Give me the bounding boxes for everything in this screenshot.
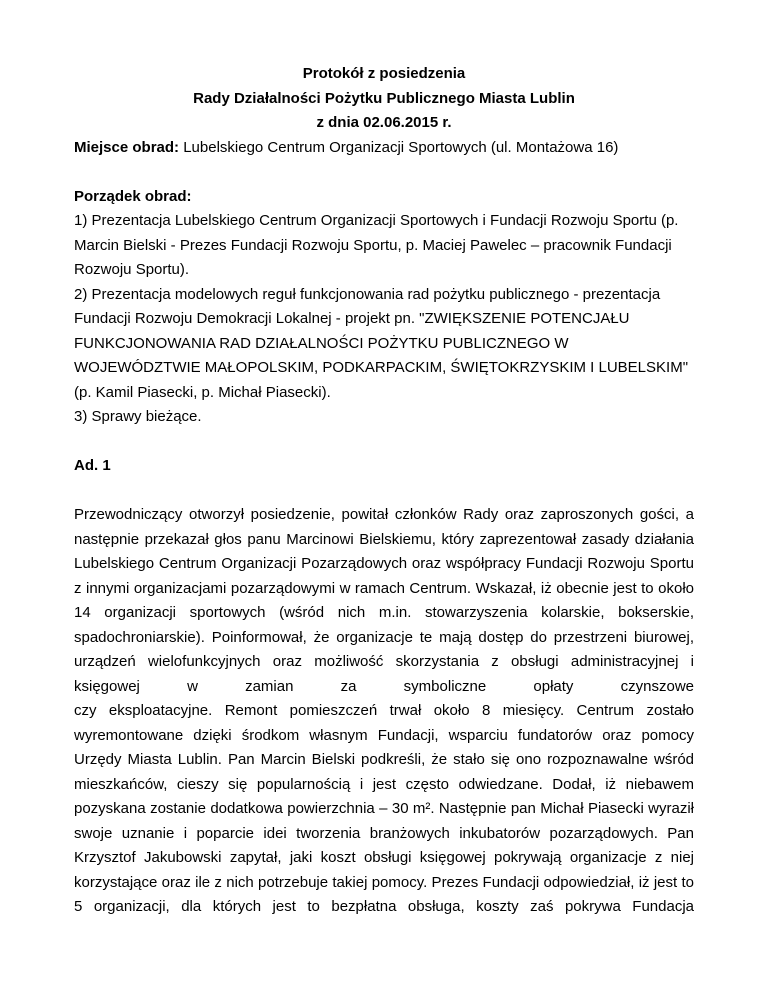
- agenda-item-3: 3) Sprawy bieżące.: [74, 408, 202, 425]
- location-value: Lubelskiego Centrum Organizacji Sportowych (ul. Montażowa 16): [179, 138, 619, 156]
- location-label: Miejsce obrad:: [74, 138, 180, 156]
- agenda-item-1: 1) Prezentacja Lubelskiego Centrum Organizacji Sportowych i Fundacji Rozwoju Sportu (p. Marcin Bielski - Prezes Fundacji Rozwoju Sportu, p. Maciej Pawelec – pracownik Fundacji Rozwoju Sportu).: [74, 212, 679, 278]
- section-1-paragraph-part-2: czy eksploatacyjne. Remont pomieszczeń trwał około 8 miesięcy. Centrum zostało wyremontowane dzięki środkom własnym Fundacji, wsparciu fundatorów oraz pomocy Urzędy Miasta Lublin. Pan Marcin Bielski podkreśli, że stało się ono rozpoznawalne wśród mieszkańców, cieszy się popularnością i jest często odwiedzane. Dodał, iż niebawem pozyskana zostanie dodatkowa powierzchnia – 30 m². Następnie pan Michał Piasecki wyraził swoje uznanie i poparcie idei tworzenia branżowych inkubatorów pozarządowych. Pan Krzysztof Jakubowski zapytał, jaki koszt obsługi księgowej pokrywają organizacje z niej korzystające oraz ile z nich potrzebuje takiej pomocy. Prezes Fundacji odpowiedział, iż jest to 5 organizacji, dla których jest to bezpłatna obsługa, koszty zaś pokrywa Fundacja: [74, 702, 694, 915]
- section-1-heading: Ad. 1: [74, 457, 111, 474]
- title-line-2: Rady Działalności Pożytku Publicznego Miasta Lublin: [193, 89, 575, 107]
- agenda-heading: Porządek obrad:: [74, 187, 192, 205]
- section-1-paragraph-part-1: Przewodniczący otworzył posiedzenie, powitał członków Rady oraz zaproszonych gości, a następnie przekazał głos panu Marcinowi Bielskiemu, który zaprezentował zasady działania Lubelskiego Centrum Organizacji Pozarządowych oraz współpracy Fundacji Rozwoju Sportu z innymi organizacjami pozarządowymi w ramach Centrum. Wskazał, iż obecnie jest to około 14 organizacji sportowych (wśród nich m.in. stowarzyszenia kolarskie, bokserskie, spadochroniarskie). Poinformował, że organizacje te mają dostęp do przestrzeni biurowej, urządzeń wielofunkcyjnych oraz możliwość skorzystania z obsługi administracyjnej i księgowej w zamian za symboliczne opłaty czynszowe: [74, 506, 694, 695]
- title-line-1: Protokół z posiedzenia: [302, 65, 466, 82]
- agenda-item-2: 2) Prezentacja modelowych reguł funkcjonowania rad pożytku publicznego - prezentacja Fundacji Rozwoju Demokracji Lokalnej - projekt pn. "ZWIĘKSZENIE POTENCJAŁU FUNKCJONOWANIA RAD DZIAŁALNOŚCI POŻYTKU PUBLICZNEGO W WOJEWÓDZTWIE MAŁOPOLSKIM, PODKARPACKIM, ŚWIĘTOKRZYSKIM I LUBELSKIM" (p. Kamil Piasecki, p. Michał Piasecki).: [74, 285, 689, 401]
- title-line-3: z dnia 02.06.2015 r.: [316, 114, 452, 131]
- meeting-location: [74, 136, 694, 161]
